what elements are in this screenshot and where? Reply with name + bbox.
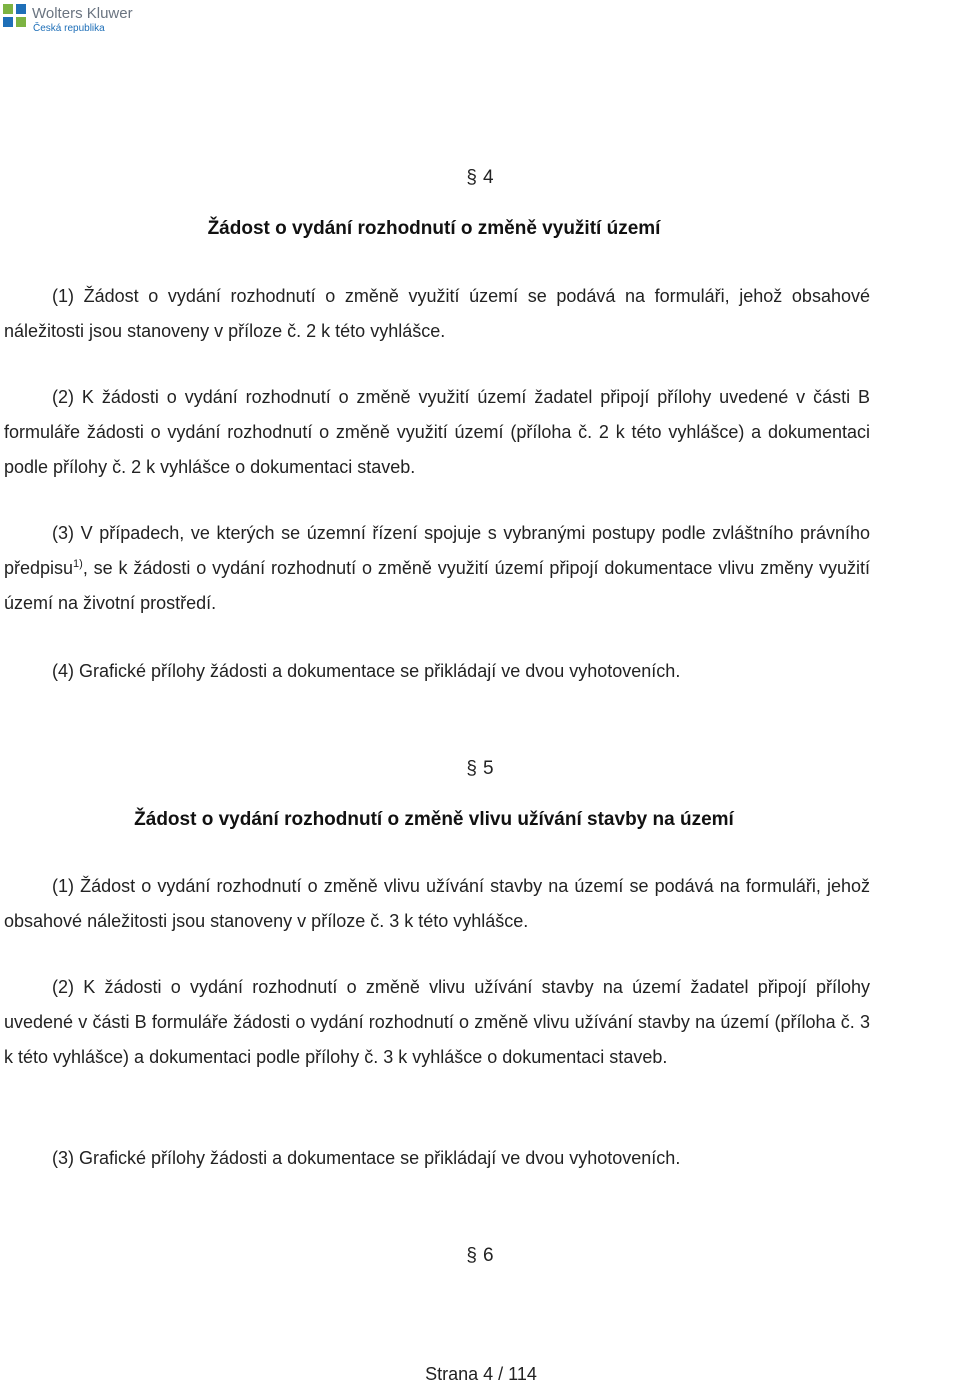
section-number: 5: [483, 758, 494, 779]
logo-subtitle: Česká republika: [33, 23, 105, 34]
section-5-heading: [0, 759, 960, 779]
section-5-paragraph-3: (3) Grafické přílohy žádosti a dokumentace se přikládají ve dvou vyhotoveních.: [52, 1148, 681, 1168]
section-4-heading: [0, 168, 960, 188]
logo-name: Wolters Kluwer: [32, 5, 133, 22]
section-number: 4: [483, 167, 494, 188]
section-4-title: Žádost o vydání rozhodnutí o změně využití území: [207, 218, 661, 239]
section-symbol: §: [466, 167, 477, 188]
paragraph-text: , se k žádosti o vydání rozhodnutí o změně využití území připojí dokumentace vlivu změny využití území na životní prostředí.: [4, 558, 870, 613]
section-5-paragraph-1: (1) Žádost o vydání rozhodnutí o změně vlivu užívání stavby na území se podává na formuláři, jehož obsahové náležitosti jsou stanoveny v příloze č. 3 k této vyhlášce.: [4, 876, 870, 931]
section-4-paragraph-1: (1) Žádost o vydání rozhodnutí o změně využití území se podává na formuláři, jehož obsahové náležitosti jsou stanoveny v příloze č. 2 k této vyhlášce.: [4, 286, 870, 341]
section-5-paragraph-2: (2) K žádosti o vydání rozhodnutí o změně vlivu užívání stavby na území žadatel připojí přílohy uvedené v části B formuláře žádosti o vydání rozhodnutí o změně vlivu užívání stavby na území (příloha č. 3 k této vyhlášce) a dokumentaci podle přílohy č. 3 k vyhlášce o dokumentaci staveb.: [4, 977, 870, 1067]
section-number: 6: [483, 1245, 494, 1266]
section-4-paragraph-3: [4, 516, 870, 621]
page-number: Strana 4 / 114: [425, 1364, 537, 1384]
paragraph-text: (3) V případech, ve kterých se územní řízení spojuje s vybranými postupy podle zvláštního právního předpisu: [4, 523, 870, 578]
section-symbol: §: [466, 758, 477, 779]
section-6-heading: [0, 1246, 960, 1266]
section-symbol: §: [466, 1245, 477, 1266]
footnote-reference: 1): [73, 558, 83, 570]
section-4-paragraph-2: (2) K žádosti o vydání rozhodnutí o změně využití území žadatel připojí přílohy uvedené v části B formuláře žádosti o vydání rozhodnutí o změně využití území (příloha č. 2 k této vyhlášce) a dokumentaci podle přílohy č. 2 k vyhlášce o dokumentaci staveb.: [4, 387, 870, 477]
section-4-paragraph-4: (4) Grafické přílohy žádosti a dokumentace se přikládají ve dvou vyhotoveních.: [52, 661, 681, 681]
section-5-title: Žádost o vydání rozhodnutí o změně vlivu užívání stavby na území: [134, 809, 734, 830]
